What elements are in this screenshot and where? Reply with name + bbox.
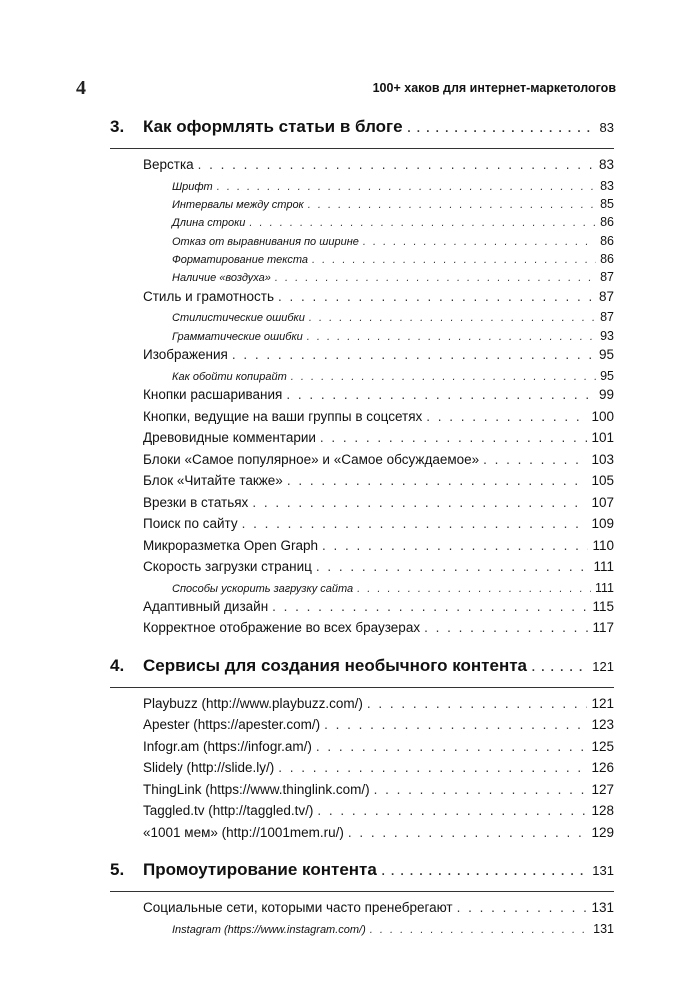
toc-subentry[interactable]	[110, 581, 614, 599]
dot-leader	[249, 217, 596, 229]
chapter-number: 4.	[110, 655, 125, 675]
toc-entry[interactable]	[110, 696, 614, 718]
entry-page-number: 123	[591, 717, 614, 733]
entry-title: Социальные сети, которыми часто пренебрегают	[143, 900, 453, 916]
dot-leader	[291, 371, 596, 383]
toc-subentry[interactable]	[110, 922, 614, 940]
entry-title: Кнопки, ведущие на ваши группы в соцсетях	[143, 408, 423, 424]
toc-entry[interactable]	[110, 516, 614, 538]
entry-page-number: 131	[591, 900, 614, 916]
toc-entry[interactable]	[110, 347, 614, 369]
entry-page-number: 95	[598, 347, 614, 363]
toc-subentry[interactable]	[110, 197, 614, 215]
entry-title: Врезки в статьях	[143, 494, 249, 510]
entry-page-number: 105	[591, 473, 614, 489]
entry-title: Как обойти копирайт	[172, 370, 287, 383]
entry-page-number: 100	[591, 408, 614, 424]
toc-entry[interactable]	[110, 452, 614, 474]
entry-page-number: 99	[598, 387, 614, 403]
entry-page-number: 117	[592, 620, 614, 636]
entry-page-number: 125	[591, 738, 614, 754]
entry-title: Infogr.am (https://infogr.am/)	[143, 738, 312, 754]
dot-leader	[252, 495, 587, 510]
entry-title: Блоки «Самое популярное» и «Самое обсуждаемое»	[143, 451, 480, 467]
entry-title: Длина строки	[172, 217, 246, 230]
toc-subentry[interactable]	[110, 329, 614, 347]
entry-page-number: 103	[591, 451, 614, 467]
dot-leader	[286, 387, 595, 402]
chapter-heading[interactable]	[110, 656, 614, 688]
entry-title: Блок «Читайте также»	[143, 473, 283, 489]
entry-title: Форматирование текста	[172, 254, 309, 267]
running-title: 100+ хаков для интернет-маркетологов	[372, 81, 616, 95]
toc-subentry[interactable]	[110, 310, 614, 328]
chapter-page-number: 121	[592, 658, 614, 674]
dot-leader	[426, 409, 587, 424]
dot-leader	[309, 312, 596, 324]
dot-leader	[316, 559, 590, 574]
entry-title: Поиск по сайту	[143, 516, 238, 532]
entry-page-number: 121	[591, 695, 614, 711]
entry-title: Наличие «воздуха»	[172, 272, 271, 285]
dot-leader	[307, 331, 596, 343]
dot-leader	[287, 473, 588, 488]
entry-page-number: 93	[600, 328, 614, 343]
dot-leader	[381, 860, 588, 880]
dot-leader	[483, 452, 587, 467]
chapter-title: Сервисы для создания необычного контента	[143, 655, 527, 675]
page-number: 4	[76, 77, 86, 99]
entry-title: Скорость загрузки страниц	[143, 559, 312, 575]
chapter-heading[interactable]	[110, 117, 614, 149]
entry-page-number: 86	[600, 252, 614, 267]
entry-page-number: 128	[591, 803, 614, 819]
toc-entry[interactable]	[110, 538, 614, 560]
dot-leader	[374, 782, 588, 797]
chapter-title: Как оформлять статьи в блоге	[143, 117, 403, 136]
entry-title: «1001 мем» (http://1001mem.ru/)	[143, 824, 344, 840]
entry-title: Отказ от выравнивания по ширине	[172, 235, 359, 248]
toc-section	[110, 860, 614, 940]
entry-page-number: 86	[600, 233, 614, 248]
entry-title: Instagram (https://www.instagram.com/)	[172, 923, 366, 936]
toc-subentry[interactable]	[110, 252, 614, 270]
entry-page-number: 87	[600, 310, 614, 325]
dot-leader	[348, 825, 588, 840]
dot-leader	[316, 739, 588, 754]
toc-entry[interactable]	[110, 620, 614, 642]
entry-title: Playbuzz (http://www.playbuzz.com/)	[143, 695, 363, 711]
toc-subentry[interactable]	[110, 234, 614, 252]
dot-leader	[367, 696, 588, 711]
entry-page-number: 85	[600, 196, 614, 211]
entry-page-number: 127	[591, 781, 614, 797]
entry-title: Кнопки расшаривания	[143, 387, 283, 403]
entry-title: Изображения	[143, 347, 228, 363]
dot-leader	[322, 538, 588, 553]
chapter-number: 3.	[110, 117, 125, 136]
dot-leader	[407, 117, 596, 137]
toc-entry[interactable]	[110, 559, 614, 581]
entry-page-number: 129	[591, 824, 614, 840]
entry-page-number: 109	[591, 516, 614, 532]
toc-entry[interactable]	[110, 430, 614, 452]
toc-entry[interactable]	[110, 409, 614, 431]
entry-page-number: 111	[594, 580, 614, 595]
entry-title: ThingLink (https://www.thinglink.com/)	[143, 781, 370, 797]
dot-leader	[278, 289, 595, 304]
entry-page-number: 101	[591, 430, 614, 446]
chapter-page-number: 83	[599, 120, 614, 135]
toc-entry[interactable]	[110, 495, 614, 517]
dot-leader	[370, 924, 589, 936]
entry-page-number: 111	[593, 559, 614, 575]
dot-leader	[278, 760, 587, 775]
toc-subentry[interactable]	[110, 369, 614, 387]
toc-entry[interactable]	[110, 717, 614, 739]
entry-title: Верстка	[143, 157, 194, 172]
dot-leader	[317, 803, 587, 818]
entry-page-number: 95	[600, 368, 614, 383]
entry-page-number: 115	[592, 598, 614, 614]
entry-page-number: 86	[600, 215, 614, 230]
toc-entry[interactable]	[110, 387, 614, 409]
entry-title: Грамматические ошибки	[172, 330, 303, 343]
entry-page-number: 83	[598, 157, 614, 172]
entry-page-number: 126	[591, 760, 614, 776]
toc-entry[interactable]	[110, 739, 614, 761]
dot-leader	[363, 236, 596, 248]
dot-leader	[242, 516, 588, 531]
toc-subentry[interactable]	[110, 215, 614, 233]
entry-title: Микроразметка Open Graph	[143, 537, 319, 553]
toc-section	[110, 117, 614, 642]
entry-page-number: 131	[593, 921, 614, 936]
table-of-contents	[110, 117, 614, 954]
dot-leader	[531, 656, 588, 676]
dot-leader	[232, 347, 595, 362]
toc-entry[interactable]	[110, 782, 614, 804]
dot-leader	[324, 717, 587, 732]
entry-title: Стилистические ошибки	[172, 312, 305, 325]
entry-title: Стиль и грамотность	[143, 288, 274, 304]
dot-leader	[217, 181, 596, 193]
entry-title: Taggled.tv (http://taggled.tv/)	[143, 803, 314, 819]
chapter-page-number: 131	[592, 863, 614, 879]
entry-title: Шрифт	[172, 180, 213, 193]
dot-leader	[198, 157, 595, 172]
chapter-number: 5.	[110, 860, 125, 880]
toc-entry[interactable]	[110, 803, 614, 825]
toc-entry[interactable]	[110, 599, 614, 621]
dot-leader	[312, 254, 596, 266]
entry-page-number: 83	[600, 178, 614, 193]
dot-leader	[457, 900, 588, 915]
entry-title: Древовидные комментарии	[143, 430, 316, 446]
entry-title: Slidely (http://slide.ly/)	[143, 760, 275, 776]
dot-leader	[424, 620, 588, 635]
entry-title: Интервалы между строк	[172, 198, 304, 211]
entry-page-number: 110	[592, 537, 614, 553]
entry-page-number: 107	[591, 494, 614, 510]
toc-entry[interactable]	[110, 289, 614, 311]
dot-leader	[272, 599, 588, 614]
dot-leader	[320, 430, 588, 445]
entry-title: Способы ускорить загрузку сайта	[172, 582, 354, 595]
toc-subentry[interactable]	[110, 179, 614, 197]
toc-entry[interactable]	[110, 473, 614, 495]
chapter-title: Промоутирование контента	[143, 860, 377, 880]
toc-entry[interactable]	[110, 900, 614, 922]
dot-leader	[308, 199, 596, 211]
toc-entry[interactable]	[110, 157, 614, 179]
toc-entry[interactable]	[110, 760, 614, 782]
dot-leader	[357, 583, 591, 595]
entry-page-number: 87	[598, 288, 614, 304]
dot-leader	[275, 272, 596, 284]
entry-title: Адаптивный дизайн	[143, 598, 269, 614]
toc-subentry[interactable]	[110, 270, 614, 288]
chapter-heading[interactable]	[110, 860, 614, 892]
toc-section	[110, 656, 614, 847]
toc-entry[interactable]	[110, 825, 614, 847]
entry-page-number: 87	[600, 270, 614, 285]
entry-title: Корректное отображение во всех браузерах	[143, 620, 421, 636]
entry-title: Apester (https://apester.com/)	[143, 717, 321, 733]
